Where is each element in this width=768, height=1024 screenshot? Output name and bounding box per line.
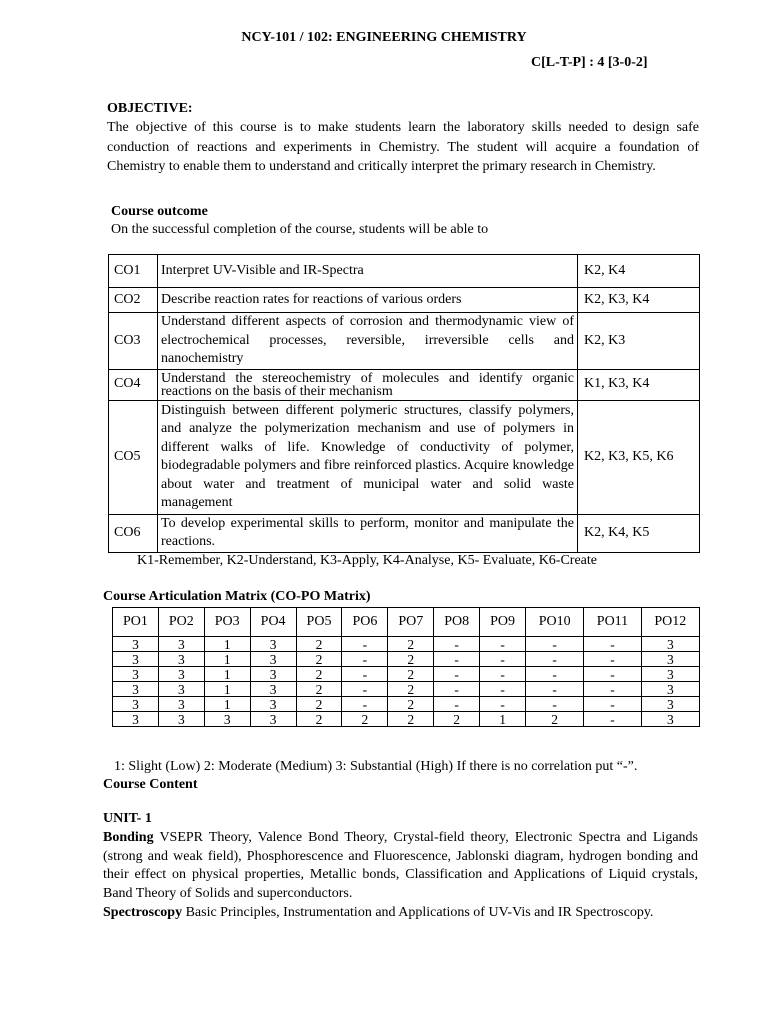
course-title: NCY-101 / 102: ENGINEERING CHEMISTRY (241, 30, 527, 45)
matrix-cell: 2 (296, 637, 342, 652)
table-row (109, 313, 700, 370)
matrix-cell: 2 (388, 667, 434, 682)
matrix-cell: - (584, 697, 641, 712)
matrix-row (113, 712, 700, 727)
matrix-cell: 1 (480, 712, 526, 727)
correlation-legend: 1: Slight (Low) 2: Moderate (Medium) 3: Substantial (High) If there is no correlation put “-”. (114, 759, 638, 774)
matrix-header-cell: PO10 (526, 608, 584, 637)
matrix-header-cell: PO11 (584, 608, 641, 637)
knowledge-level-legend: K1-Remember, K2-Understand, K3-Apply, K4-Analyse, K5- Evaluate, K6-Create (137, 553, 598, 568)
matrix-body (113, 637, 700, 727)
unit-heading: UNIT- 1 (103, 811, 152, 826)
matrix-row (113, 682, 700, 697)
matrix-cell: 2 (388, 712, 434, 727)
matrix-cell: 3 (250, 712, 296, 727)
matrix-header-cell: PO2 (158, 608, 204, 637)
matrix-cell: 3 (158, 667, 204, 682)
matrix-row (113, 667, 700, 682)
matrix-header-cell: PO6 (342, 608, 388, 637)
matrix-cell: - (526, 682, 584, 697)
co-code: CO5 (109, 400, 158, 514)
matrix-cell: 3 (250, 652, 296, 667)
course-credits: C[L-T-P] : 4 [3-0-2] (531, 55, 648, 70)
matrix-cell: 3 (641, 667, 699, 682)
matrix-cell: 2 (388, 682, 434, 697)
co-levels: K2, K3, K4 (578, 288, 700, 313)
matrix-cell: 3 (250, 637, 296, 652)
matrix-cell: - (434, 682, 480, 697)
matrix-cell: 3 (641, 712, 699, 727)
matrix-header-row (113, 608, 700, 637)
matrix-cell: - (342, 682, 388, 697)
co-code: CO1 (109, 255, 158, 288)
co-code: CO2 (109, 288, 158, 313)
matrix-cell: 2 (296, 682, 342, 697)
matrix-cell: - (480, 682, 526, 697)
table-row (109, 400, 700, 514)
matrix-cell: 1 (204, 652, 250, 667)
matrix-row (113, 697, 700, 712)
matrix-cell: 3 (250, 682, 296, 697)
spectroscopy-text: Basic Principles, Instrumentation and Applications of UV-Vis and IR Spectroscopy. (182, 905, 654, 920)
matrix-cell: 2 (296, 697, 342, 712)
course-outcome-heading: Course outcome (111, 204, 208, 219)
matrix-cell: 3 (158, 652, 204, 667)
course-outcome-table (108, 254, 700, 553)
matrix-cell: 2 (388, 637, 434, 652)
matrix-cell: - (526, 697, 584, 712)
table-row (109, 255, 700, 288)
matrix-cell: - (434, 652, 480, 667)
matrix-cell: 1 (204, 682, 250, 697)
matrix-cell: 2 (296, 712, 342, 727)
co-description: Distinguish between different polymeric structures, classify polymers, and analyze the polymerization mechanism and use of polymers in different walks of life. Knowledge of conductivity of polymer, biodegradable polymers and fibre reinforced plastics. Acquire knowledge about water and treatment of municipal water and solid waste management (158, 400, 578, 514)
matrix-cell: 3 (158, 712, 204, 727)
matrix-cell: - (584, 667, 641, 682)
table-row (109, 369, 700, 400)
spectroscopy-paragraph (103, 904, 698, 923)
matrix-cell: - (526, 637, 584, 652)
matrix-cell: - (342, 667, 388, 682)
matrix-cell: - (584, 652, 641, 667)
matrix-header-cell: PO7 (388, 608, 434, 637)
co-levels: K2, K3, K5, K6 (578, 400, 700, 514)
matrix-cell: 3 (641, 682, 699, 697)
co-description: Understand different aspects of corrosion and thermodynamic view of electrochemical processes, reversible, irreversible cells and nanochemistry (158, 313, 578, 370)
matrix-cell: 3 (113, 712, 159, 727)
co-code: CO6 (109, 514, 158, 552)
matrix-cell: 3 (158, 637, 204, 652)
matrix-cell: 3 (641, 637, 699, 652)
matrix-row (113, 637, 700, 652)
matrix-cell: 1 (204, 667, 250, 682)
co-description: Understand the stereochemistry of molecules and identify organic reactions on the basis of their mechanism (158, 369, 578, 400)
co-levels: K2, K3 (578, 313, 700, 370)
matrix-cell: 2 (296, 667, 342, 682)
table-row (109, 514, 700, 552)
matrix-cell: 3 (641, 652, 699, 667)
matrix-header-cell: PO9 (480, 608, 526, 637)
matrix-cell: - (480, 652, 526, 667)
bonding-text: VSEPR Theory, Valence Bond Theory, Crystal-field theory, Electronic Spectra and Ligands (strong and weak field), Phosphorescence and Fluorescence, Jablonski diagram, hydrogen bonding and their effect on physical properties, Metallic bonds, Classification and Applications of Liquid crystals, Band Theory of Solids and superconductors. (103, 830, 698, 902)
matrix-cell: 3 (204, 712, 250, 727)
matrix-header-cell: PO8 (434, 608, 480, 637)
co-levels: K2, K4 (578, 255, 700, 288)
matrix-cell: - (342, 697, 388, 712)
co-levels: K2, K4, K5 (578, 514, 700, 552)
table-row (109, 288, 700, 313)
matrix-cell: 2 (296, 652, 342, 667)
matrix-cell: - (526, 667, 584, 682)
course-outcome-intro: On the successful completion of the course, students will be able to (111, 222, 489, 237)
co-po-matrix-table (112, 607, 700, 727)
matrix-cell: 2 (342, 712, 388, 727)
co-description: To develop experimental skills to perform, monitor and manipulate the reactions. (158, 514, 578, 552)
matrix-cell: 3 (250, 667, 296, 682)
matrix-cell: - (434, 667, 480, 682)
matrix-cell: 3 (158, 682, 204, 697)
matrix-cell: - (480, 667, 526, 682)
matrix-heading: Course Articulation Matrix (CO-PO Matrix) (103, 589, 371, 604)
matrix-header-cell: PO3 (204, 608, 250, 637)
matrix-cell: 3 (250, 697, 296, 712)
co-description: Interpret UV-Visible and IR-Spectra (158, 255, 578, 288)
matrix-cell: 3 (113, 667, 159, 682)
matrix-cell: - (342, 652, 388, 667)
spectroscopy-label: Spectroscopy (103, 905, 183, 920)
matrix-cell: - (342, 637, 388, 652)
matrix-cell: 2 (434, 712, 480, 727)
bonding-paragraph (103, 829, 698, 904)
bonding-label: Bonding (103, 830, 154, 845)
matrix-header-cell: PO12 (641, 608, 699, 637)
co-code: CO4 (109, 369, 158, 400)
matrix-cell: 3 (113, 652, 159, 667)
objective-heading: OBJECTIVE: (107, 101, 193, 116)
matrix-cell: - (584, 712, 641, 727)
course-content-heading: Course Content (103, 777, 198, 792)
matrix-cell: 3 (113, 682, 159, 697)
matrix-row (113, 652, 700, 667)
objective-text: The objective of this course is to make students learn the laboratory skills needed to design safe conduction of reactions and experiments in Chemistry. The student will acquire a foundation of Chemistry to enable them to understand and critically interpret the primary research in Chemistry. (107, 120, 699, 174)
matrix-cell: 3 (641, 697, 699, 712)
matrix-cell: - (434, 637, 480, 652)
matrix-cell: 2 (388, 697, 434, 712)
matrix-cell: - (526, 652, 584, 667)
matrix-cell: 1 (204, 697, 250, 712)
matrix-header-cell: PO4 (250, 608, 296, 637)
co-description: Describe reaction rates for reactions of various orders (158, 288, 578, 313)
matrix-cell: - (480, 637, 526, 652)
matrix-cell: 3 (158, 697, 204, 712)
matrix-cell: - (584, 682, 641, 697)
matrix-cell: 2 (526, 712, 584, 727)
matrix-cell: - (480, 697, 526, 712)
co-code: CO3 (109, 313, 158, 370)
matrix-cell: 3 (113, 637, 159, 652)
co-levels: K1, K3, K4 (578, 369, 700, 400)
matrix-header-cell: PO5 (296, 608, 342, 637)
matrix-cell: - (584, 637, 641, 652)
matrix-header-cell: PO1 (113, 608, 159, 637)
matrix-cell: - (434, 697, 480, 712)
matrix-cell: 2 (388, 652, 434, 667)
matrix-cell: 3 (113, 697, 159, 712)
matrix-cell: 1 (204, 637, 250, 652)
